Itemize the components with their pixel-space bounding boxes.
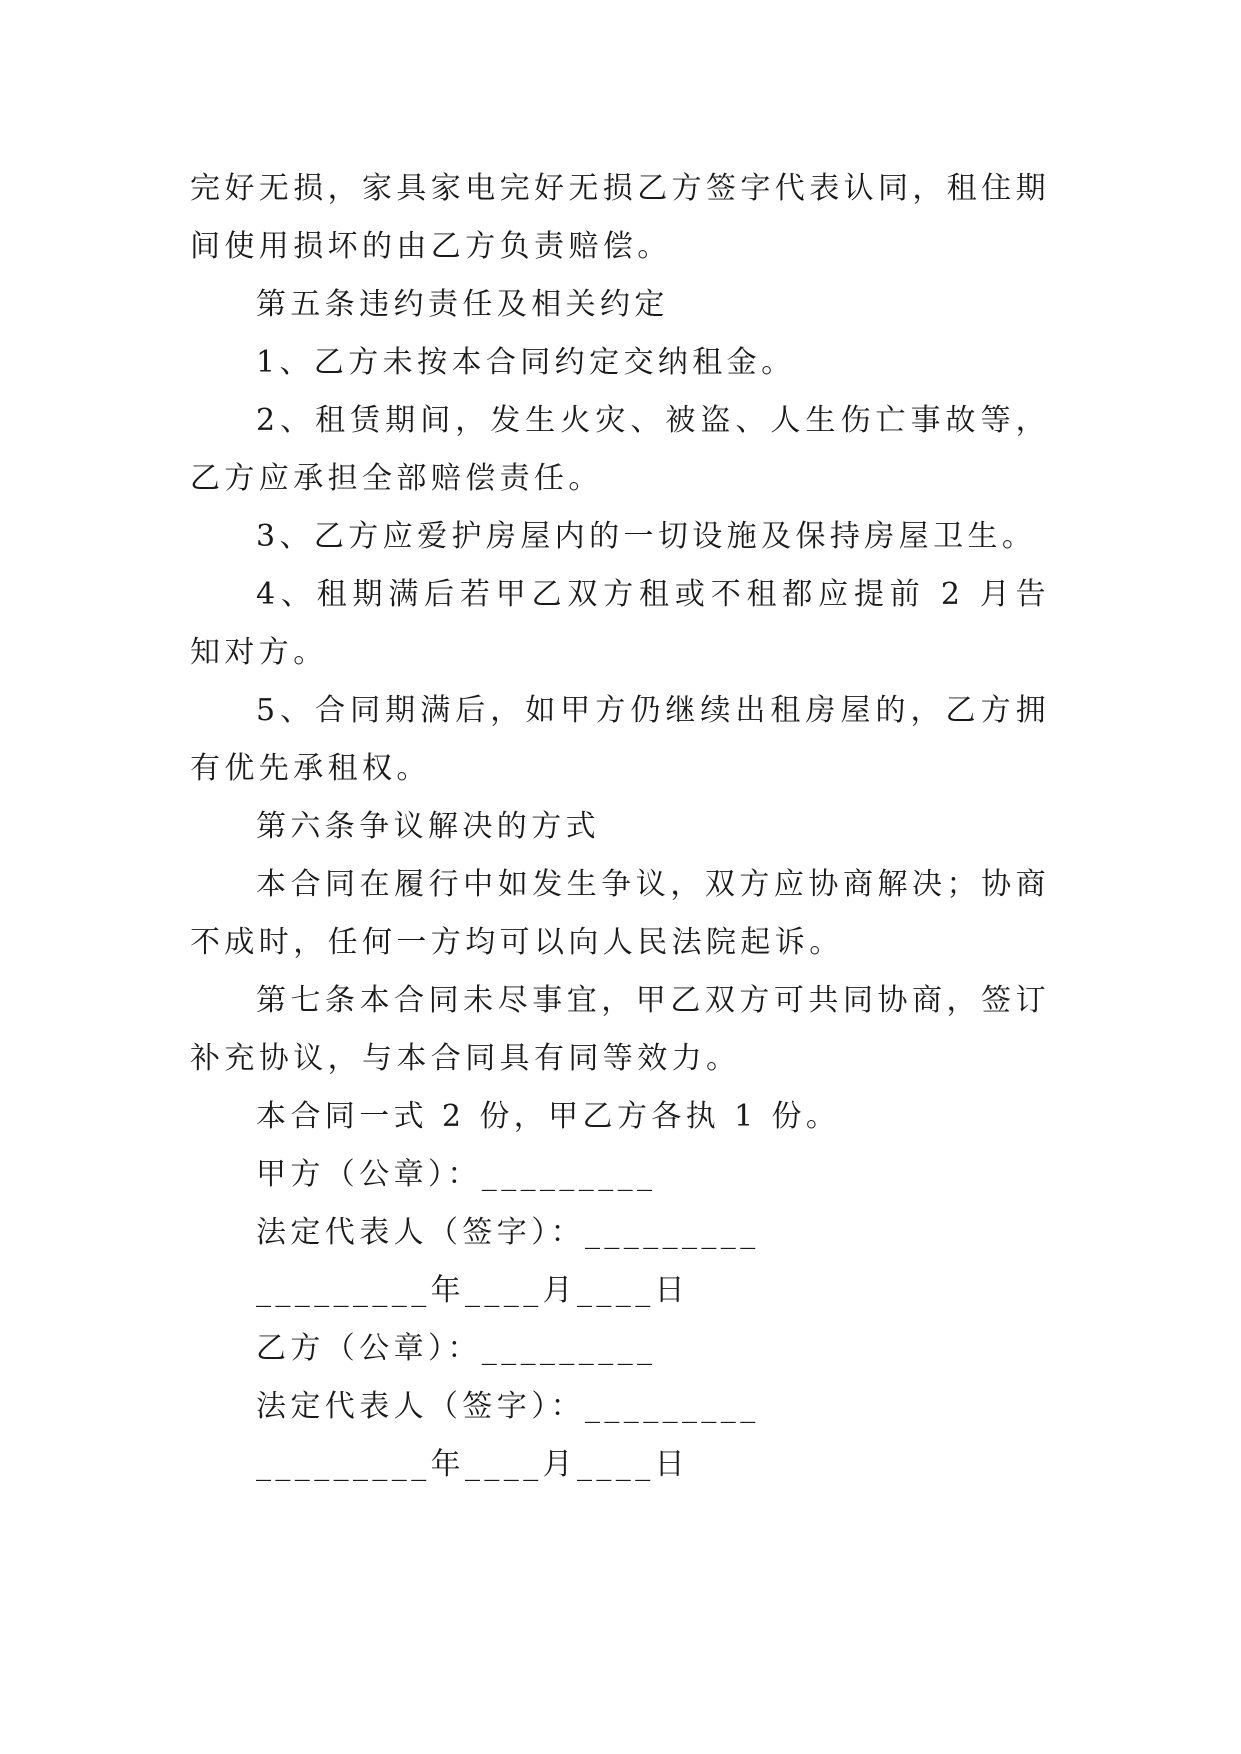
- article-5-item-2: 2、租赁期间，发生火灾、被盗、人生伤亡事故等，乙方应承担全部赔偿责任。: [190, 403, 1050, 496]
- article-5-item-4: 4、租期满后若甲乙双方租或不租都应提前 2 月告知对方。: [190, 577, 1050, 670]
- document-body: [190, 160, 1050, 1494]
- party-a-seal-line: 甲方（公章）：_________: [256, 1157, 657, 1192]
- copies-statement: 本合同一式 2 份，甲乙方各执 1 份。: [256, 1099, 841, 1134]
- article-5-item-5: 5、合同期满后，如甲方仍继续出租房屋的，乙方拥有优先承租权。: [190, 693, 1050, 786]
- party-b-seal-line: 乙方（公章）：_________: [256, 1331, 657, 1366]
- party-a-date-line: _________年____月____日: [256, 1273, 689, 1308]
- article-6-heading: 第六条争议解决的方式: [256, 809, 600, 844]
- paragraph-continuation: 完好无损，家具家电完好无损乙方签字代表认同，租住期间使用损坏的由乙方负责赔偿。: [190, 171, 1050, 264]
- article-5-heading: 第五条违约责任及相关约定: [256, 287, 669, 322]
- party-a-representative-line: 法定代表人（签字）：_________: [256, 1215, 760, 1250]
- article-6-text: 本合同在履行中如发生争议，双方应协商解决；协商不成时，任何一方均可以向人民法院起诉。: [190, 867, 1050, 960]
- article-7-text: 第七条本合同未尽事宜，甲乙双方可共同协商，签订补充协议，与本合同具有同等效力。: [190, 983, 1050, 1076]
- party-b-date-line: _________年____月____日: [256, 1447, 689, 1482]
- party-b-representative-line: 法定代表人（签字）：_________: [256, 1389, 760, 1424]
- article-5-item-3: 3、乙方应爱护房屋内的一切设施及保持房屋卫生。: [256, 519, 1037, 554]
- article-5-item-1: 1、乙方未按本合同约定交纳租金。: [256, 345, 796, 380]
